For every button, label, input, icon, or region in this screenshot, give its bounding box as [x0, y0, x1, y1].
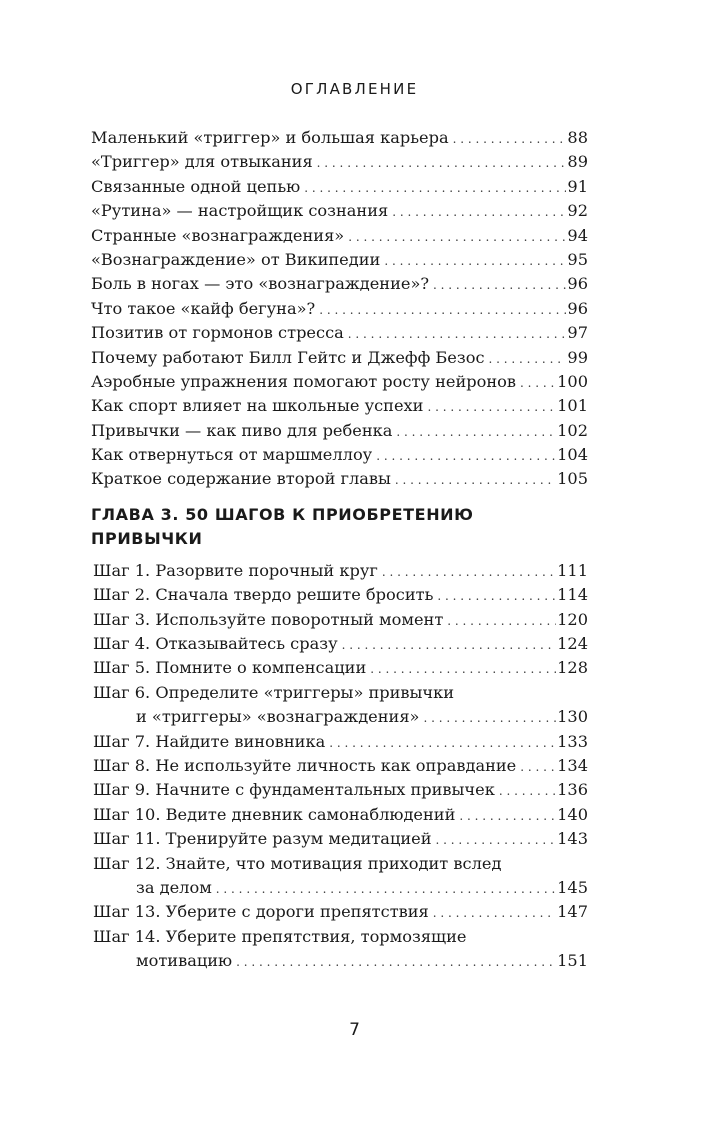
dot-leader [236, 949, 556, 974]
toc-entry-title: Шаг 8. Не используйте личность как оправдание [93, 755, 517, 775]
toc-entry-title: Странные «вознаграждения» [91, 225, 345, 245]
toc-entry[interactable] [91, 632, 588, 656]
toc-entry[interactable] [91, 272, 588, 296]
toc-entry-page: 92 [567, 201, 588, 221]
toc-entry-title: Позитив от гормонов стресса [91, 323, 344, 343]
toc-entry[interactable] [91, 559, 588, 583]
toc-entry[interactable] [91, 730, 588, 754]
dot-leader [392, 199, 566, 224]
dot-leader [329, 730, 556, 755]
toc-entry-page: 124 [557, 634, 588, 654]
dot-leader [459, 803, 556, 828]
toc-entry-continuation[interactable] [91, 705, 588, 729]
toc-entry-page: 96 [567, 274, 588, 294]
toc-entry-page: 143 [557, 829, 588, 849]
toc-entry-page: 101 [557, 396, 588, 416]
toc-entry[interactable] [91, 394, 588, 418]
toc-entry-title: Аэробные упражнения помогают росту нейронов [91, 371, 517, 391]
toc-entry-title: Связанные одной цепью [91, 176, 301, 196]
dot-leader [348, 224, 566, 249]
toc-entry[interactable] [91, 175, 588, 199]
toc-entry-title: Шаг 2. Сначала твердо решите бросить [93, 585, 434, 605]
toc-entry[interactable] [91, 608, 588, 632]
toc-entry[interactable] [91, 297, 588, 321]
toc-entry-title-continued: за делом [136, 877, 212, 897]
toc-entry[interactable] [91, 900, 588, 924]
toc-entry[interactable] [91, 803, 588, 827]
toc-entry-title: Шаг 5. Помните о компенсации [93, 658, 367, 678]
dot-leader [520, 370, 556, 395]
toc-entry-continuation[interactable] [91, 949, 588, 973]
dot-leader [447, 608, 556, 633]
toc-entry-page: 95 [567, 249, 588, 269]
toc-entry-page: 151 [557, 951, 588, 971]
dot-leader [520, 754, 556, 779]
dot-leader [304, 175, 566, 200]
toc-entry-title: Почему работают Билл Гейтс и Джефф Безос [91, 347, 485, 367]
dot-leader [437, 583, 556, 608]
toc-entry[interactable] [91, 778, 588, 802]
toc-entry[interactable] [91, 370, 588, 394]
toc-entry-title: «Вознаграждение» от Википедии [91, 249, 381, 269]
toc-entry-page: 97 [567, 323, 588, 343]
toc-entry-page: 136 [557, 780, 588, 800]
toc-entry[interactable] [91, 224, 588, 248]
dot-leader [216, 876, 556, 901]
toc-entry-title: Шаг 6. Определите «триггеры» привычки [93, 682, 455, 702]
toc-entry-page: 145 [557, 877, 588, 897]
toc-entry-page: 96 [567, 298, 588, 318]
toc-entry[interactable] [91, 827, 588, 851]
page-number: 7 [349, 1020, 360, 1040]
toc-entry[interactable] [91, 656, 588, 680]
dot-leader [423, 705, 556, 730]
toc-entry-title: Шаг 14. Уберите препятствия, тормозящие [93, 926, 467, 946]
dot-leader [396, 419, 556, 444]
chapter-heading: ГЛАВА 3. 50 ШАГОВ К ПРИОБРЕТЕНИЮ ПРИВЫЧКИ [91, 504, 474, 548]
toc-entry-page: 94 [567, 225, 588, 245]
toc-section-chapter-3 [91, 559, 588, 974]
running-head: ОГЛАВЛЕНИЕ [290, 80, 419, 98]
toc-entry-page: 133 [557, 731, 588, 751]
toc-entry[interactable] [91, 199, 588, 223]
toc-entry-title: Шаг 9. Начните с фундаментальных привычек [93, 780, 495, 800]
toc-entry-page: 147 [557, 902, 588, 922]
toc-entry-title: Шаг 7. Найдите виновника [93, 731, 326, 751]
toc-entry-page: 99 [567, 347, 588, 367]
dot-leader [453, 126, 567, 151]
toc-entry-page: 128 [557, 658, 588, 678]
toc-entry-line[interactable] [91, 852, 588, 876]
toc-section-chapter-2 [91, 126, 588, 492]
dot-leader [370, 656, 556, 681]
toc-entry[interactable] [91, 150, 588, 174]
dot-leader [382, 559, 556, 584]
toc-entry-page: 134 [557, 755, 588, 775]
toc-entry[interactable] [91, 583, 588, 607]
toc-entry-page: 104 [557, 445, 588, 465]
toc-entry-page: 105 [557, 469, 588, 489]
toc-entry-title: Шаг 3. Используйте поворотный момент [93, 609, 444, 629]
toc-entry-title: Привычки — как пиво для ребенка [91, 420, 393, 440]
table-of-contents [91, 126, 588, 974]
toc-entry-title: Боль в ногах — это «вознаграждение»? [91, 274, 430, 294]
toc-entry[interactable] [91, 754, 588, 778]
toc-entry-page: 120 [557, 609, 588, 629]
dot-leader [499, 778, 556, 803]
toc-entry[interactable] [91, 126, 588, 150]
dot-leader [319, 297, 566, 322]
dot-leader [395, 467, 556, 492]
toc-entry[interactable] [91, 419, 588, 443]
toc-entry-page: 114 [557, 585, 588, 605]
dot-leader [436, 827, 557, 852]
toc-entry-title: Маленький «триггер» и большая карьера [91, 128, 449, 147]
dot-leader [433, 272, 566, 297]
toc-entry-title: Шаг 4. Отказывайтесь сразу [93, 634, 338, 654]
toc-entry-page: 91 [567, 176, 588, 196]
dot-leader [348, 321, 567, 346]
toc-entry-page: 88 [567, 128, 588, 147]
toc-entry-page: 89 [567, 152, 588, 172]
toc-entry-page: 100 [557, 371, 588, 391]
toc-entry[interactable] [91, 443, 588, 467]
dot-leader [342, 632, 557, 657]
toc-entry-line[interactable] [91, 925, 588, 949]
toc-entry-title: Как отвернуться от маршмеллоу [91, 445, 373, 465]
toc-entry-title: Шаг 1. Разорвите порочный круг [93, 560, 378, 580]
dot-leader [427, 394, 556, 419]
toc-entry-title: Шаг 11. Тренируйте разум медитацией [93, 829, 432, 849]
toc-entry-page: 140 [557, 804, 588, 824]
toc-entry-title-continued: мотивацию [136, 951, 233, 971]
toc-entry-title: «Рутина» — настройщик сознания [91, 201, 389, 221]
toc-entry-continuation[interactable] [91, 876, 588, 900]
dot-leader [317, 150, 567, 175]
toc-entry-page: 130 [557, 707, 588, 727]
dot-leader [489, 346, 567, 371]
toc-entry-page: 111 [557, 560, 588, 580]
toc-entry-title: Шаг 10. Ведите дневник самонаблюдений [93, 804, 456, 824]
toc-entry[interactable] [91, 248, 588, 272]
toc-entry-page: 102 [557, 420, 588, 440]
toc-entry[interactable] [91, 321, 588, 345]
dot-leader [384, 248, 566, 273]
toc-entry-title: Шаг 12. Знайте, что мотивация приходит вслед [93, 853, 502, 873]
toc-entry-title: Как спорт влияет на школьные успехи [91, 396, 424, 416]
dot-leader [376, 443, 556, 468]
toc-entry-title: Краткое содержание второй главы [91, 469, 391, 489]
toc-entry-line[interactable] [91, 681, 588, 705]
dot-leader [433, 900, 556, 925]
toc-entry[interactable] [91, 346, 588, 370]
toc-entry[interactable] [91, 467, 588, 491]
toc-entry-title: Шаг 13. Уберите с дороги препятствия [93, 902, 429, 922]
toc-entry-title: Что такое «кайф бегуна»? [91, 298, 316, 318]
toc-entry-title: «Триггер» для отвыкания [91, 152, 313, 172]
toc-entry-title-continued: и «триггеры» «вознаграждения» [136, 707, 420, 727]
